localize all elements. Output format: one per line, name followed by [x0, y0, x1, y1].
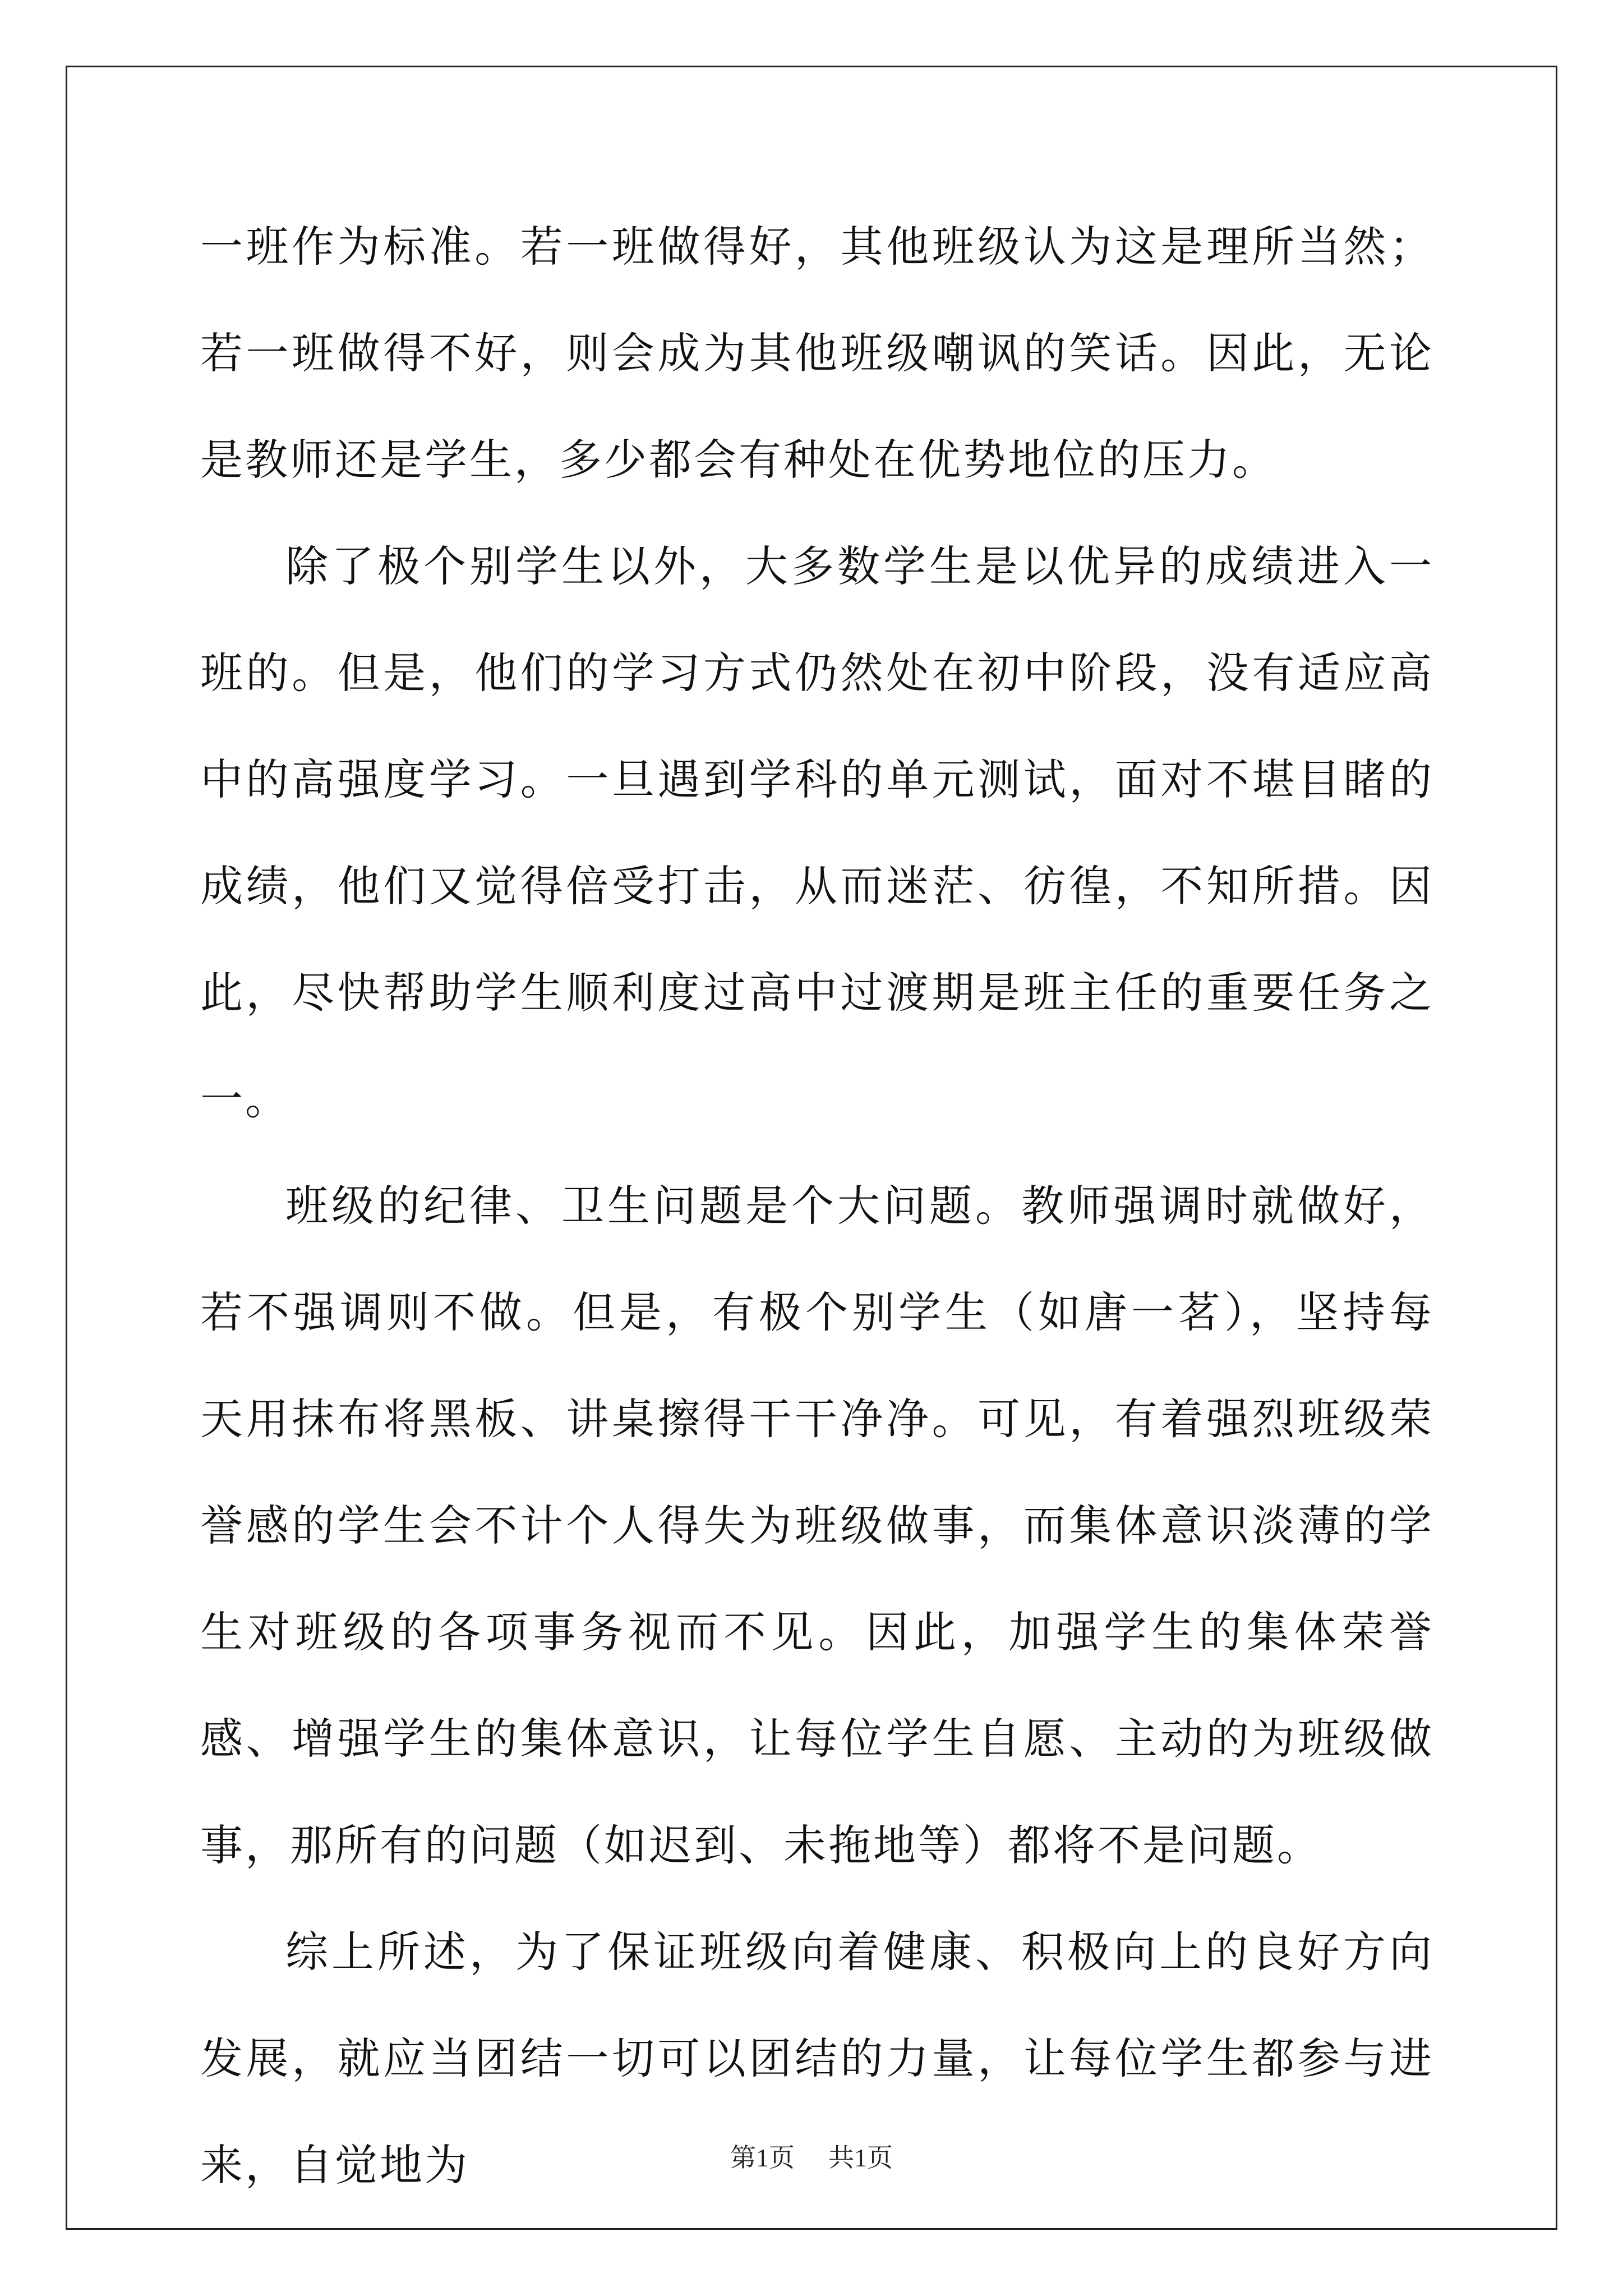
paragraph-1: 一班作为标准。若一班做得好，其他班级认为这是理所当然；若一班做得不好，则会成为其他班级嘲讽的笑话。因此，无论是教师还是学生，多少都会有种处在优势地位的压力。: [200, 222, 1434, 485]
paragraph-3: 班级的纪律、卫生问题是个大问题。教师强调时就做好，若不强调则不做。但是，有极个别学生（如唐一茗），坚持每天用抹布将黑板、讲桌擦得干干净净。可见，有着强烈班级荣誉感的学生会不计个人得失为班级做事，而集体意识淡薄的学生对班级的各项事务视而不见。因此，加强学生的集体荣誉感、增强学生的集体意识，让每位学生自愿、主动的为班级做事，那所有的问题（如迟到、未拖地等）都将不是问题。: [200, 1181, 1434, 1870]
page-number: 第1页: [730, 2143, 795, 2172]
paragraph-2: 除了极个别学生以外，大多数学生是以优异的成绩进入一班的。但是，他们的学习方式仍然处在初中阶段，没有适应高中的高强度学习。一旦遇到学科的单元测试，面对不堪目睹的成绩，他们又觉得倍受打击，从而迷茫、彷徨，不知所措。因此，尽快帮助学生顺利度过高中过渡期是班主任的重要任务之一。: [200, 541, 1434, 1124]
page-footer: [0, 2137, 1623, 2174]
paragraph-4: 综上所述，为了保证班级向着健康、积极向上的良好方向发展，就应当团结一切可以团结的力量，让每位学生都参与进来，自觉地为: [200, 1927, 1434, 2190]
document-body: [200, 194, 1434, 2219]
page-total: 共1页: [828, 2143, 893, 2172]
